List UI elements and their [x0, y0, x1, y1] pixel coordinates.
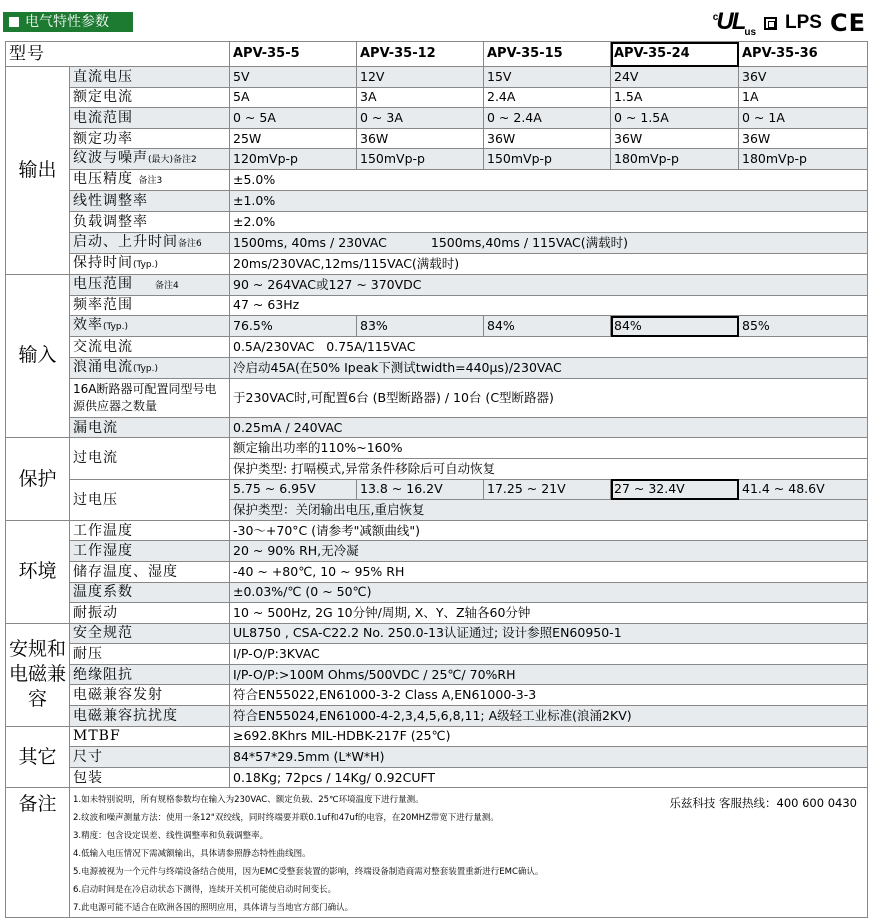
row-label: 启动、上升时间备注6: [70, 232, 230, 253]
table-row: [6, 747, 868, 768]
row-label: 频率范围: [70, 295, 230, 316]
table-row: [6, 378, 868, 417]
cell-value: 36W: [739, 128, 868, 149]
row-label: 工作温度: [70, 520, 230, 541]
row-label: 绝缘阻抗: [70, 664, 230, 685]
row-label: 包装: [70, 767, 230, 788]
cell-value: 1A: [739, 87, 868, 108]
cell-value: 1.5A: [611, 87, 739, 108]
table-row: [6, 561, 868, 582]
row-label: 电流范围: [70, 108, 230, 129]
note-line: 7.此电源可能不适合在欧洲各国的照明应用，具体请与当地官方部门确认。: [73, 903, 354, 914]
cell-value: 150mVp-p: [357, 149, 484, 170]
cell-value: 15V: [484, 67, 611, 88]
table-row: [6, 128, 868, 149]
model-name: APV-35-5: [230, 42, 357, 67]
section-title: 电气特性参数: [25, 14, 109, 30]
notes-row: [6, 788, 868, 918]
row-label: 负载调整率: [70, 211, 230, 232]
row-label: 额定功率: [70, 128, 230, 149]
table-row: [6, 295, 868, 316]
model-name-highlighted: APV-35-24: [611, 42, 739, 67]
cell-value: 于230VAC时,可配置6台 (B型断路器) / 10台 (C型断路器): [230, 378, 868, 417]
certification-marks: [713, 8, 866, 38]
class-ii-double-insulation-icon: [764, 17, 777, 30]
cell-value: 76.5%: [230, 316, 357, 337]
row-label: 温度系数: [70, 582, 230, 603]
row-label: 纹波与噪声(最大)备注2: [70, 149, 230, 170]
row-label: 电磁兼容发射: [70, 685, 230, 706]
cell-value: 0.18Kg; 72pcs / 14Kg/ 0.92CUFT: [230, 767, 868, 788]
row-label: MTBF: [70, 726, 230, 747]
row-label: 储存温度、湿度: [70, 561, 230, 582]
note-line: 5.电源被视为一个元件与终端设备结合使用，因为EMC受整套装置的影响，终端设备制造商需对整套装置重新进行EMC确认。: [73, 867, 544, 878]
note-line: 6.启动时间是在冷启动状态下测得，连续开关机可能使启动时间变长。: [73, 885, 337, 896]
cell-value: 1500ms, 40ms / 230VAC 1500ms,40ms / 115VAC(满载时): [230, 232, 868, 253]
table-row: [6, 316, 868, 337]
cell-value: ±0.03%/℃ (0 ~ 50℃): [230, 582, 868, 603]
page-header: [0, 0, 872, 40]
cell-value: 120mVp-p: [230, 149, 357, 170]
row-label: 电压范围 备注4: [70, 274, 230, 295]
cell-value: 20 ~ 90% RH,无冷凝: [230, 541, 868, 562]
table-row: [6, 67, 868, 88]
row-label: 过电流: [70, 438, 230, 479]
cell-value: 10 ~ 500Hz, 2G 10分钟/周期, X、Y、Z轴各60分钟: [230, 603, 868, 624]
cell-value-highlighted: 27 ~ 32.4V: [611, 479, 739, 500]
cell-value: 150mVp-p: [484, 149, 611, 170]
category-notes: 备注: [6, 788, 70, 918]
cell-value: 36W: [611, 128, 739, 149]
cell-value: 冷启动45A(在50% Ipeak下测试twidth=440μs)/230VAC: [230, 357, 868, 378]
table-row: [6, 357, 868, 378]
cell-value: -30〜+70°C (请参考"减额曲线"): [230, 520, 868, 541]
cell-value: -40 ~ +80℃, 10 ~ 95% RH: [230, 561, 868, 582]
model-name: APV-35-15: [484, 42, 611, 67]
row-label: 16A断路器可配置同型号电源供应器之数量: [70, 378, 230, 417]
table-row: [6, 623, 868, 644]
table-row: [6, 417, 868, 438]
row-label: 线性调整率: [70, 191, 230, 212]
table-row: [6, 644, 868, 665]
cell-value: 84*57*29.5mm (L*W*H): [230, 747, 868, 768]
note-line: 4.低输入电压情况下需减额输出，具体请参照静态特性曲线图。: [73, 849, 311, 860]
row-label: 耐压: [70, 644, 230, 665]
cell-value: 0 ~ 3A: [357, 108, 484, 129]
ce-mark-icon: CE: [829, 9, 866, 37]
model-name: APV-35-36: [739, 42, 868, 67]
table-row: [6, 149, 868, 170]
table-row: [6, 274, 868, 295]
cell-value: 5V: [230, 67, 357, 88]
table-row: [6, 685, 868, 706]
cell-value: 0 ~ 1A: [739, 108, 868, 129]
cell-value: ±5.0%: [230, 170, 868, 191]
category-environment: 环境: [6, 520, 70, 623]
table-row: [6, 337, 868, 358]
row-label: 漏电流: [70, 417, 230, 438]
cell-value: 13.8 ~ 16.2V: [357, 479, 484, 500]
cell-value: 180mVp-p: [611, 149, 739, 170]
cell-value: 84%: [484, 316, 611, 337]
cell-value: 36V: [739, 67, 868, 88]
cell-value: 20ms/230VAC,12ms/115VAC(满载时): [230, 253, 868, 274]
cell-value: I/P-O/P:3KVAC: [230, 644, 868, 665]
cell-value: 36W: [484, 128, 611, 149]
cell-value: 符合EN55022,EN61000-3-2 Class A,EN61000-3-3: [230, 685, 868, 706]
row-label: 耐振动: [70, 603, 230, 624]
table-row: [6, 767, 868, 788]
table-row: [6, 726, 868, 747]
cell-value: 额定输出功率的110%~160%: [230, 438, 868, 459]
cell-value: 保护类型：关闭输出电压,重启恢复: [230, 500, 868, 521]
cell-value: 90 ~ 264VAC或127 ~ 370VDC: [230, 274, 868, 295]
table-row: [6, 603, 868, 624]
cell-value: ±2.0%: [230, 211, 868, 232]
cell-value: UL8750 , CSA-C22.2 No. 250.0-13认证通过; 设计参照EN60950-1: [230, 623, 868, 644]
row-label: 工作湿度: [70, 541, 230, 562]
square-bullet-icon: [9, 17, 19, 27]
table-row: [6, 520, 868, 541]
category-input: 输入: [6, 274, 70, 438]
cell-value: 0.5A/230VAC 0.75A/115VAC: [230, 337, 868, 358]
note-line: 2.纹波和噪声测量方法：使用一条12"双绞线，同时终端要并联0.1uf和47uf的电容，在20MHZ带宽下进行量测。: [73, 813, 499, 824]
row-label: 交流电流: [70, 337, 230, 358]
cell-value: 2.4A: [484, 87, 611, 108]
cell-value: 0 ~ 2.4A: [484, 108, 611, 129]
lps-mark: LPS: [785, 12, 822, 33]
row-label: 保持时间(Typ.): [70, 253, 230, 274]
cell-value: 180mVp-p: [739, 149, 868, 170]
cell-value: 5A: [230, 87, 357, 108]
table-row: [6, 706, 868, 727]
row-label: 安全规范: [70, 623, 230, 644]
table-row: [6, 664, 868, 685]
cell-value: 25W: [230, 128, 357, 149]
cell-value: 41.4 ~ 48.6V: [739, 479, 868, 500]
cell-value: 3A: [357, 87, 484, 108]
table-row: [6, 170, 868, 191]
cell-value-highlighted: 84%: [611, 316, 739, 337]
spec-table: [5, 41, 868, 918]
model-name: APV-35-12: [357, 42, 484, 67]
category-protection: 保护: [6, 438, 70, 520]
cell-value: 0 ~ 1.5A: [611, 108, 739, 129]
cell-value: 0.25mA / 240VAC: [230, 417, 868, 438]
table-row: [6, 582, 868, 603]
cell-value: 83%: [357, 316, 484, 337]
service-hotline: 乐兹科技 客服热线：400 600 0430: [669, 796, 857, 811]
row-label: 电压精度 备注3: [70, 170, 230, 191]
table-row: [6, 87, 868, 108]
category-other: 其它: [6, 726, 70, 788]
note-line: 1.如未特别说明，所有规格参数均在输入为230VAC、额定负载、25℃环境温度下进行量测。: [73, 795, 424, 806]
row-label: 尺寸: [70, 747, 230, 768]
model-label: 型号: [6, 42, 230, 67]
row-label: 过电压: [70, 479, 230, 520]
cell-value: 符合EN55024,EN61000-4-2,3,4,5,6,8,11; A级轻工业标准(浪涌2KV): [230, 706, 868, 727]
table-row: [6, 108, 868, 129]
category-safety-emc: 安规和电磁兼容: [6, 623, 70, 726]
cell-value: 0 ~ 5A: [230, 108, 357, 129]
cell-value: 24V: [611, 67, 739, 88]
ul-listed-mark-icon: $^cUL_{us}$: [712, 8, 757, 38]
table-row: [6, 438, 868, 459]
cell-value: 47 ~ 63Hz: [230, 295, 868, 316]
row-label: 直流电压: [70, 67, 230, 88]
note-line: 3.精度：包含设定误差、线性调整率和负载调整率。: [73, 831, 269, 842]
table-row: [6, 479, 868, 500]
cell-value: ≥692.8Khrs MIL-HDBK-217F (25℃): [230, 726, 868, 747]
row-label: 浪涌电流(Typ.): [70, 357, 230, 378]
cell-value: 5.75 ~ 6.95V: [230, 479, 357, 500]
table-row: [6, 541, 868, 562]
table-row: [6, 211, 868, 232]
notes-cell: [70, 788, 868, 918]
row-label: 电磁兼容抗扰度: [70, 706, 230, 727]
cell-value: 36W: [357, 128, 484, 149]
cell-value: 保护类型: 打嗝模式,异常条件移除后可自动恢复: [230, 458, 868, 479]
category-output: 输出: [6, 67, 70, 275]
table-row: [6, 253, 868, 274]
cell-value: 17.25 ~ 21V: [484, 479, 611, 500]
cell-value: 85%: [739, 316, 868, 337]
cell-value: ±1.0%: [230, 191, 868, 212]
row-label: 效率(Typ.): [70, 316, 230, 337]
cell-value: I/P-O/P:>100M Ohms/500VDC / 25℃/ 70%RH: [230, 664, 868, 685]
table-row: [6, 191, 868, 212]
cell-value: 12V: [357, 67, 484, 88]
section-title-badge: [3, 12, 133, 32]
row-label: 额定电流: [70, 87, 230, 108]
model-row: [6, 42, 868, 67]
table-row: [6, 232, 868, 253]
